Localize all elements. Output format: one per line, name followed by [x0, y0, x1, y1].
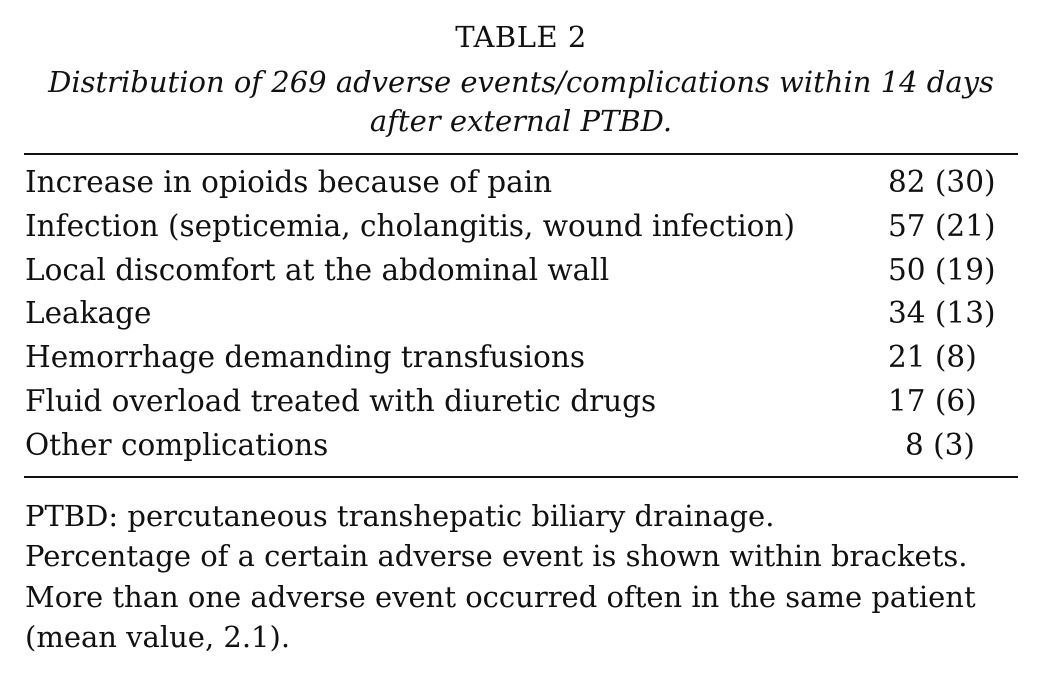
footnote: More than one adverse event occurred often in the same patient: [25, 579, 976, 614]
table-footnotes: [24, 496, 1018, 658]
table-body: [24, 155, 1018, 476]
bottom-rule: [24, 476, 1018, 478]
row-event-label: Increase in opioids because of pain: [25, 165, 553, 199]
row-value: 8 (3): [905, 427, 975, 462]
table-caption: Distribution of 269 adverse events/complications within 14 days after external PTBD.: [48, 65, 994, 138]
table-row: [24, 336, 1018, 380]
table: [24, 0, 1018, 658]
table-row: [24, 161, 1018, 205]
row-value: 82 (30): [888, 165, 996, 199]
table-row: [24, 380, 1018, 424]
row-event-label: Local discomfort at the abdominal wall: [25, 252, 610, 287]
row-event-label: Leakage: [25, 296, 152, 331]
table-row: [24, 292, 1018, 336]
table-label: TABLE 2: [455, 20, 587, 54]
row-event-label: Infection (septicemia, cholangitis, wound infection): [25, 208, 795, 243]
row-value: 17 (6): [888, 383, 977, 418]
row-value: 50 (19): [888, 252, 996, 287]
table-row: [24, 424, 1018, 468]
footnote: PTBD: percutaneous transhepatic biliary drainage.: [25, 498, 775, 533]
row-event-label: Hemorrhage demanding transfusions: [25, 340, 585, 375]
row-event-label: Other complications: [25, 427, 329, 462]
footnote: (mean value, 2.1).: [25, 620, 291, 655]
footnote: Percentage of a certain adverse event is shown within brackets.: [25, 539, 968, 574]
row-value: 34 (13): [888, 296, 996, 331]
table-row: [24, 205, 1018, 249]
row-value: 21 (8): [888, 340, 977, 375]
table-row: [24, 249, 1018, 293]
row-value: 57 (21): [888, 208, 996, 243]
row-event-label: Fluid overload treated with diuretic drugs: [25, 383, 657, 418]
